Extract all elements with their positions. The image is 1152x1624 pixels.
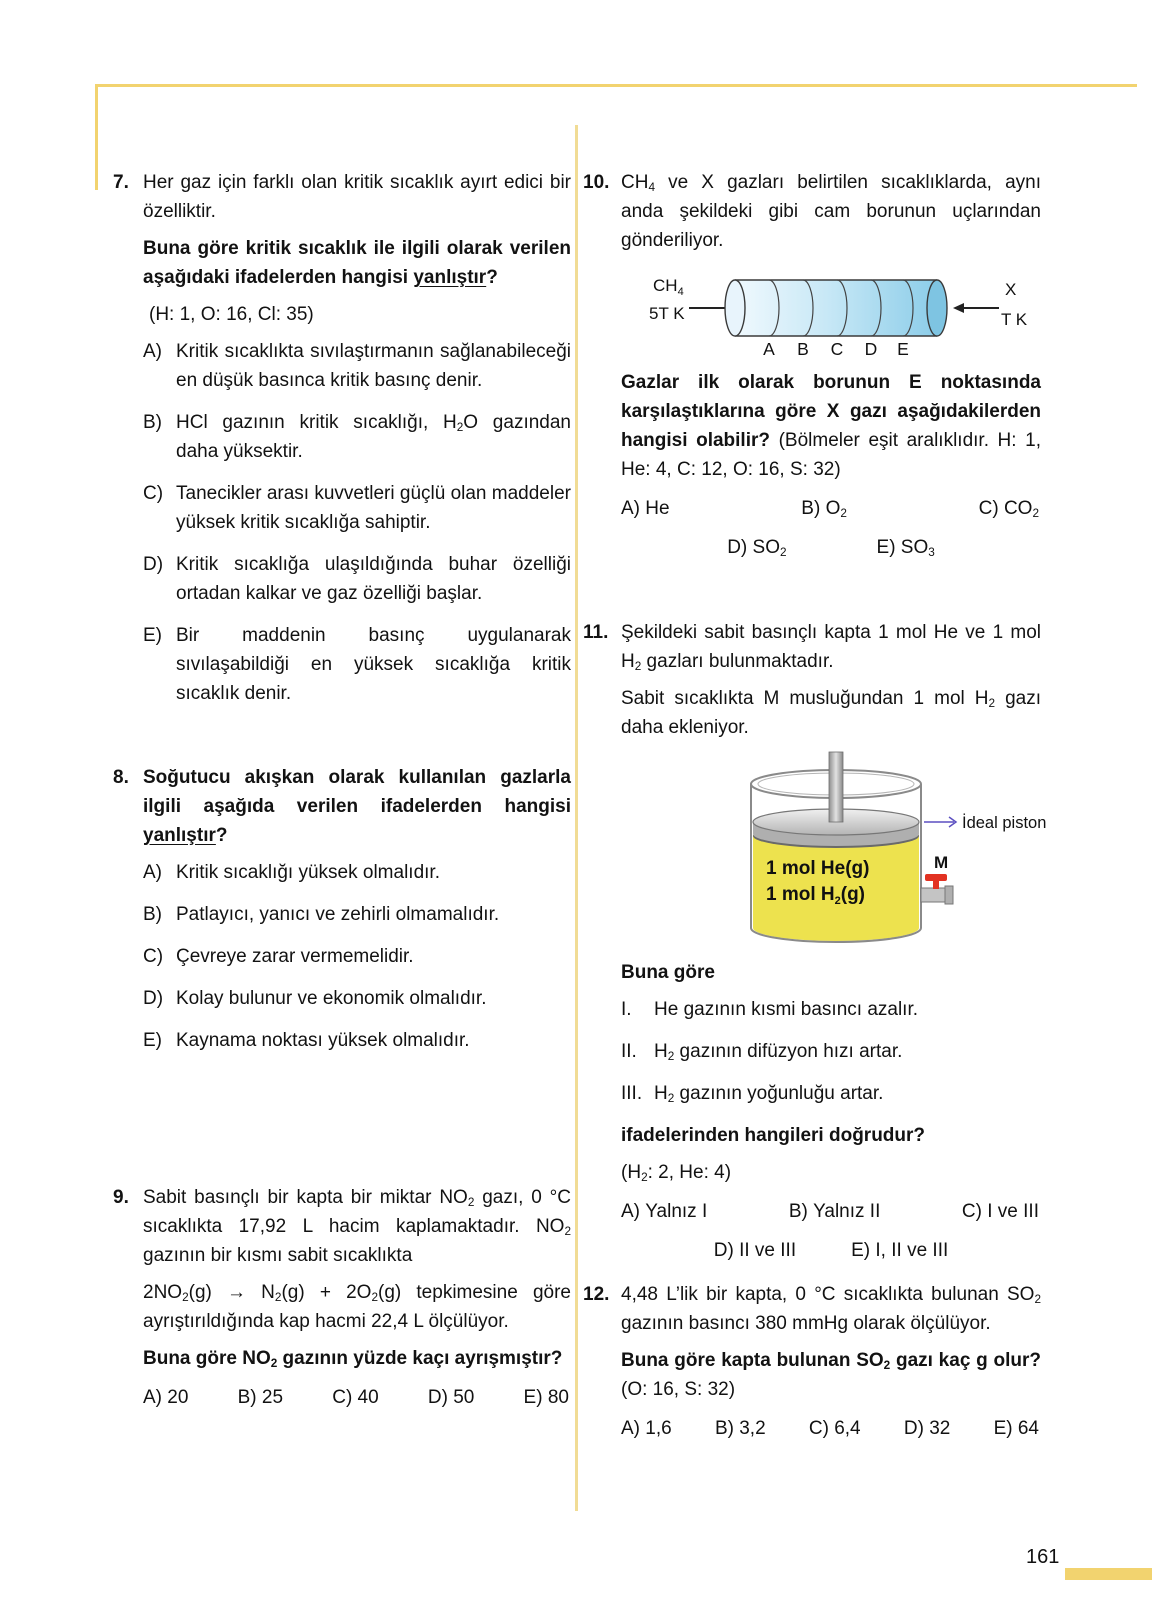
- item-text: Kritik sıcaklığa ulaşıldığında buhar özelliği ortadan kalkar ve gaz özelliği başlar.: [176, 554, 571, 604]
- item-text: He gazının kısmi basıncı azalır.: [654, 999, 919, 1020]
- option-c: [979, 494, 1039, 523]
- item-text: O2: [825, 498, 847, 521]
- item-text: Yalnız I: [645, 1201, 708, 1222]
- question-number: 11.: [583, 622, 609, 643]
- item-text: 40: [357, 1387, 379, 1408]
- item-text: Yalnız II: [813, 1201, 881, 1222]
- item-key: D): [727, 537, 753, 558]
- options-list: [143, 337, 571, 708]
- item-key: C): [961, 1201, 988, 1222]
- statements-list: [621, 995, 1041, 1108]
- item-text: Kaynama noktası yüksek olmalıdır.: [176, 1030, 470, 1051]
- item-text: SO2: [752, 537, 787, 560]
- item-text: He: [645, 498, 670, 519]
- option-d: [143, 984, 571, 1013]
- item-key: C): [332, 1387, 358, 1408]
- item-key: D): [143, 988, 164, 1009]
- item-text: Kolay bulunur ve ekonomik olmalıdır.: [176, 988, 487, 1009]
- item-text: Patlayıcı, yanıcı ve zehirli olmamalıdır.: [176, 904, 500, 925]
- piston-label: İdeal piston: [962, 814, 1047, 832]
- right-temp-label: T K: [1001, 310, 1028, 329]
- item-key: B): [714, 1418, 740, 1439]
- option-d: [714, 1236, 796, 1265]
- option-b: [715, 1414, 766, 1443]
- question-text: Her gaz için farklı olan kritik sıcaklık ayırt edici bir özelliktir.: [143, 172, 571, 222]
- valve-flange: [945, 886, 953, 904]
- options-row: [621, 1414, 1041, 1443]
- item-text: CO2: [1003, 498, 1039, 521]
- item-text: 25: [261, 1387, 284, 1408]
- item-text: Kritik sıcaklığı yüksek olmalıdır.: [176, 862, 440, 883]
- arrow-left-head-icon: [953, 303, 964, 313]
- item-key: D): [143, 554, 164, 575]
- question-text: Sabit basınçlı bir kapta bir miktar NO2 gazı, 0 °C sıcaklıkta 17,92 L hacim kaplamaktadır. NO2 gazının bir kısmı sabit sıcaklıkta: [143, 1187, 572, 1266]
- gas-tube-diagram: [647, 263, 1057, 358]
- item-text: 3,2: [739, 1418, 766, 1439]
- item-key: B): [143, 412, 162, 433]
- option-b: [789, 1197, 881, 1226]
- item-text: I, II ve III: [875, 1240, 949, 1261]
- section-label: C: [830, 339, 844, 358]
- question-number: 7.: [113, 172, 129, 193]
- option-a: [621, 494, 670, 523]
- item-key: D): [903, 1418, 930, 1439]
- option-e: [524, 1383, 569, 1412]
- item-text: 6,4: [834, 1418, 861, 1439]
- option-e: [143, 621, 571, 708]
- question-7: [113, 168, 571, 721]
- item-key: A): [621, 498, 646, 519]
- item-text: 80: [547, 1387, 569, 1408]
- options-row-1: [621, 1197, 1041, 1226]
- question-text: 4,48 L’lik bir kapta, 0 °C sıcaklıkta bulunan SO2 gazının basıncı 380 mmHg olarak ölçülüyor.: [621, 1284, 1041, 1334]
- item-text: H2 gazının difüzyon hızı artar.: [654, 1041, 903, 1064]
- options-row-2: [621, 533, 1041, 562]
- gas-content-line-2: 1 mol $H_2(g)$: [766, 884, 866, 907]
- option-c: [143, 479, 571, 537]
- option-c: [962, 1197, 1039, 1226]
- item-key: I.: [621, 999, 632, 1020]
- item-text: SO3: [900, 537, 935, 560]
- question-body: [143, 1183, 571, 1412]
- options-list: [143, 858, 571, 1055]
- question-12: [583, 1280, 1041, 1443]
- question-text: Şekildeki sabit basınçlı kapta 1 mol He ve 1 mol H2 gazları bulunmaktadır.: [621, 622, 1041, 674]
- item-key: B): [801, 498, 826, 519]
- tube-body: [735, 280, 937, 336]
- item-key: E): [876, 537, 901, 558]
- option-b: [238, 1383, 283, 1412]
- question-text: CH4 ve X gazları belirtilen sıcaklıklarda, aynı anda şekildeki gibi cam borunun uçlarından gönderiliyor.: [621, 172, 1041, 251]
- piston-rod: [829, 752, 843, 822]
- option-a: [143, 1383, 188, 1412]
- section-label: E: [897, 339, 909, 358]
- item-text: 20: [167, 1387, 189, 1408]
- option-e: [994, 1414, 1039, 1443]
- question-number: 9.: [113, 1187, 129, 1208]
- statement-iii: [621, 1079, 1041, 1108]
- item-text: 64: [1017, 1418, 1039, 1439]
- item-key: D): [713, 1240, 740, 1261]
- tube-left-end: [725, 280, 745, 336]
- question-number: 10.: [583, 172, 610, 193]
- option-d: [904, 1414, 950, 1443]
- item-text: 1,6: [645, 1418, 672, 1439]
- option-a: [621, 1414, 672, 1443]
- question-body: [621, 168, 1041, 562]
- item-key: B): [237, 1387, 262, 1408]
- question-prompt: Buna göre NO2 gazının yüzde kaçı ayrışmıştır?: [143, 1348, 563, 1371]
- option-e: [143, 1026, 571, 1055]
- question-8: [113, 763, 571, 1068]
- question-prompt: Buna göre kritik sıcaklık ile ilgili olarak verilen aşağıdaki ifadelerden hangisi yanlıştır?: [143, 238, 571, 288]
- section-label: D: [864, 339, 878, 358]
- item-text: 32: [929, 1418, 951, 1439]
- section-label: A: [763, 339, 775, 358]
- item-text: Tanecikler arası kuvvetleri güçlü olan maddeler yüksek kritik sıcaklığa sahiptir.: [176, 483, 571, 533]
- valve-label: M: [934, 853, 949, 872]
- item-text: 50: [453, 1387, 475, 1408]
- lead-in: Buna göre: [621, 962, 715, 983]
- option-c: [143, 942, 571, 971]
- item-key: B): [143, 904, 162, 925]
- tube-right-end: [927, 280, 947, 336]
- item-key: E): [143, 1030, 162, 1051]
- given-values: (H2: 2, He: 4): [621, 1162, 732, 1185]
- valve-pipe: [921, 888, 947, 902]
- left-accent-rule: [95, 84, 98, 190]
- question-11: [583, 618, 1047, 1265]
- option-b: [801, 494, 847, 523]
- item-text: II ve III: [739, 1240, 797, 1261]
- item-key: II.: [621, 1041, 637, 1062]
- item-key: C): [808, 1418, 835, 1439]
- item-text: Çevreye zarar vermemelidir.: [176, 946, 414, 967]
- item-text: HCl gazının kritik sıcaklığı, H2O gazından daha yüksektir.: [176, 412, 571, 462]
- item-text: Bir maddenin basınç uygulanarak sıvılaşabildiği en yüksek sıcaklığa kritik sıcaklık denir.: [176, 625, 571, 704]
- question-number: 12.: [583, 1284, 610, 1305]
- page-number: 161: [1026, 1546, 1060, 1568]
- option-a: [621, 1197, 707, 1226]
- question-prompt: Buna göre kapta bulunan SO2 gazı kaç g olur? (O: 16, S: 32): [621, 1350, 1041, 1400]
- item-key: C): [978, 498, 1004, 519]
- section-label: B: [797, 339, 809, 358]
- option-b: [143, 408, 571, 466]
- question-prompt: Gazlar ilk olarak borunun E noktasında karşılaştıklarına göre X gazı aşağıdakilerden hangisi olabilir? (Bölmeler eşit aralıklıdır. H: 1, He: 4, C: 12, O: 16, S: 32): [621, 372, 1041, 480]
- option-e: [851, 1236, 948, 1265]
- item-key: E): [851, 1240, 876, 1261]
- question-number: 8.: [113, 767, 129, 788]
- question-body: [143, 763, 571, 1068]
- option-c: [332, 1383, 378, 1412]
- item-text: H2 gazının yoğunluğu artar.: [654, 1083, 884, 1106]
- question-prompt: Soğutucu akışkan olarak kullanılan gazlarla ilgili aşağıda verilen ifadelerden hangisi yanlıştır?: [143, 767, 571, 846]
- question-10: [583, 168, 1041, 562]
- item-key: C): [143, 946, 164, 967]
- option-c: [809, 1414, 861, 1443]
- question-body: [143, 168, 571, 721]
- question-prompt: ifadelerinden hangileri doğrudur?: [621, 1125, 926, 1146]
- options-row: [143, 1383, 571, 1412]
- option-a: [143, 858, 571, 887]
- given-values: (H: 1, O: 16, Cl: 35): [149, 304, 314, 325]
- reaction-equation: 2NO2(g) → N2(g) + 2O2(g) tepkimesine göre ayrıştırıldığında kap hacmi 22,4 L ölçülüyor.: [143, 1282, 571, 1332]
- column-divider: [575, 125, 578, 1511]
- footer-accent-bar: [1065, 1568, 1152, 1580]
- item-key: B): [788, 1201, 814, 1222]
- valve-handle: [925, 874, 947, 881]
- option-e: [877, 533, 935, 562]
- item-key: E): [143, 625, 162, 646]
- question-9: [113, 1183, 571, 1412]
- item-key: A): [143, 341, 162, 362]
- item-key: A): [621, 1201, 646, 1222]
- item-key: E): [523, 1387, 548, 1408]
- option-b: [143, 900, 571, 929]
- item-text: I ve III: [987, 1201, 1039, 1222]
- question-body: [621, 618, 1047, 1265]
- statement-i: [621, 995, 1041, 1024]
- item-key: A): [143, 1387, 168, 1408]
- left-temp-label: 5T K: [649, 304, 685, 323]
- valve-stem: [933, 880, 939, 889]
- option-d: [727, 533, 786, 562]
- item-text: Kritik sıcaklıkta sıvılaştırmanın sağlanabileceği en düşük basınca kritik basınç denir.: [176, 341, 571, 391]
- options-row-2: [621, 1236, 1041, 1265]
- gas-content-line-1: 1 mol He(g): [766, 858, 870, 879]
- option-d: [428, 1383, 474, 1412]
- item-key: A): [143, 862, 162, 883]
- option-a: [143, 337, 571, 395]
- item-key: E): [993, 1418, 1018, 1439]
- item-key: III.: [621, 1083, 643, 1104]
- options-row-1: [621, 494, 1041, 523]
- question-text-2: Sabit sıcaklıkta M musluğundan 1 mol H2 gazı daha ekleniyor.: [621, 688, 1041, 738]
- right-gas-label: X: [1005, 280, 1017, 299]
- item-key: C): [143, 483, 164, 504]
- item-key: D): [427, 1387, 454, 1408]
- top-accent-rule: [95, 84, 1137, 87]
- item-key: A): [621, 1418, 646, 1439]
- question-body: [621, 1280, 1041, 1443]
- statement-ii: [621, 1037, 1041, 1066]
- piston-container-diagram: [716, 750, 1076, 948]
- left-gas-label: $CH_4$: [653, 276, 684, 298]
- option-d: [143, 550, 571, 608]
